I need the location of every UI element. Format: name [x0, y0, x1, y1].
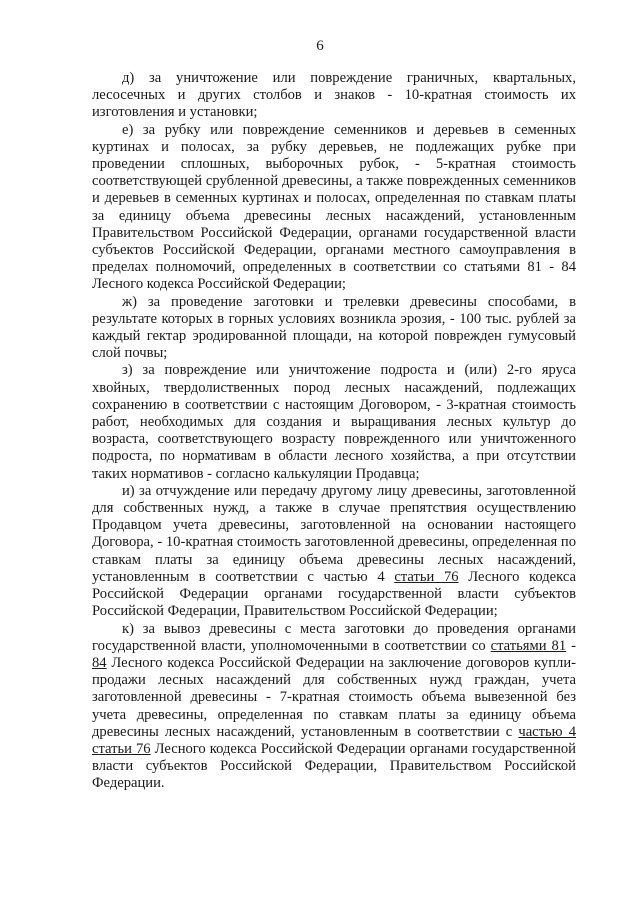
- page-number: 6: [316, 38, 324, 54]
- paragraph-e: е) за рубку или повреждение семенников и деревьев в семенных куртинах и полосах, за рубку деревьев, не подлежащих рубке при проведении сплошных, выборочных рубок, - 5-кратная стоимость соответствующей срубленной древесины, а также поврежденных семенников и деревьев в семенных куртинах и полосах, определенная по ставкам платы за единицу объема древесины лесных насаждений, установленным Правительством Российской Федерации, органами государственной власти субъектов Российской Федерации, органами местного самоуправления в пределах полномочий, определенных в соответствии со статьями 81 - 84 Лесного кодекса Российской Федерации;: [92, 121, 576, 293]
- paragraph-z: з) за повреждение или уничтожение подроста и (или) 2-го яруса хвойных, твердолиственных пород лесных насаждений, подлежащих сохранению в соответствии с настоящим Договором, - 3-кратная стоимость работ, необходимых для создания и выращивания лесных культур до возраста, соответствующего возрасту поврежденного или уничтоженного подроста, по нормативам в области лесного хозяйства, а при отсутствии таких нормативов - согласно калькуляции Продавца;: [92, 362, 576, 482]
- paragraph-k-text-3: Лесного кодекса Российской Федерации на заключение договоров купли-продажи лесных насаждений для собственных нужд граждан, учета заготовленной древесины - 7-кратная стоимость объема вывезенной без учета древесины, определенная по ставкам платы за единицу объема древесины лесных насаждений, установленным в соответствии с: [92, 654, 576, 740]
- link-part-4-article-76[interactable]: частью 4 статьи 76: [92, 723, 576, 757]
- link-articles-81[interactable]: статьями 81: [490, 637, 567, 654]
- paragraph-k-text-2: -: [566, 637, 576, 654]
- paragraph-i-text-after: Лесного кодекса Российской Федерации органами государственной власти субъектов Российской Федерации, Правительством Российской Федерации;: [92, 568, 577, 620]
- paragraph-i-text-before: и) за отчуждение или передачу другому лицу древесины, заготовленной для собственных нужд, а также в случае препятствия осуществлению Продавцом учета древесины, заготовленной на основании настоящего Договора, - 10-кратная стоимость заготовленной древесины, определенная по ставкам платы за единицу объема древесины лесных насаждений, установленным в соответствии с частью 4: [92, 482, 576, 585]
- paragraph-i: [92, 483, 576, 621]
- link-article-84[interactable]: 84: [92, 654, 107, 671]
- document-body: [92, 70, 576, 793]
- link-article-76[interactable]: статьи 76: [394, 568, 459, 585]
- paragraph-k: [92, 621, 576, 793]
- paragraph-d: д) за уничтожение или повреждение граничных, квартальных, лесосечных и других столбов и знаков - 10-кратная стоимость их изготовления и установки;: [92, 70, 576, 121]
- paragraph-k-text-4: Лесного кодекса Российской Федерации органами государственной власти субъектов Российской Федерации, Правительством Российской Федерации.: [92, 740, 576, 792]
- paragraph-zh: ж) за проведение заготовки и трелевки древесины способами, в результате которых в горных условиях возникла эрозия, - 100 тыс. рублей за каждый гектар эродированной площади, на которой поврежден гумусовый слой почвы;: [92, 293, 576, 362]
- paragraph-k-text-1: к) за вывоз древесины с места заготовки до проведения органами государственной власти, уполномоченными в соответствии со: [92, 620, 576, 654]
